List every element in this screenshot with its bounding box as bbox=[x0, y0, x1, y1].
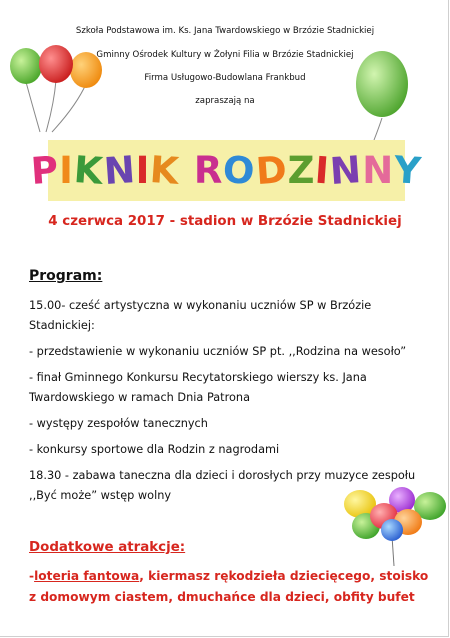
banner-letter: N bbox=[102, 147, 138, 194]
banner-letter: R bbox=[193, 149, 224, 192]
header-line-4: zapraszają na bbox=[195, 96, 255, 106]
program-item: - przedstawienie w wykonaniu uczniów SP pt. ,,Rodzina na wesoło” bbox=[29, 345, 407, 358]
banner-letter: Y bbox=[392, 148, 424, 193]
banner-letter bbox=[179, 149, 196, 193]
banner-letter: N bbox=[328, 147, 364, 194]
header-line-1: Szkoła Podstawowa im. Ks. Jana Twardowskiego w Brzózie Stadnickiej bbox=[75, 26, 375, 36]
program-item: - finał Gminnego Konkursu Recytatorskiego wierszy ks. Jana Twardowskiego w ramach Dnia Patrona bbox=[29, 371, 367, 404]
banner-letter: O bbox=[221, 147, 258, 194]
banner-letter: P bbox=[29, 148, 61, 193]
extras-underlined: loteria fantowa bbox=[34, 569, 140, 583]
header-line-3: Firma Usługowo-Budowlana Frankbud bbox=[144, 73, 306, 83]
banner-letter: I bbox=[313, 148, 332, 193]
program-heading: Program: bbox=[29, 268, 103, 284]
event-date-location: 4 czerwca 2017 - stadion w Brzózie Stadnickiej bbox=[48, 214, 402, 229]
extras-heading: Dodatkowe atrakcje: bbox=[29, 540, 186, 555]
banner-letter: I bbox=[59, 149, 74, 192]
program-item: - konkursy sportowe dla Rodzin z nagrodami bbox=[29, 443, 280, 456]
extras-lead: - bbox=[29, 569, 35, 583]
extras-list bbox=[29, 566, 429, 608]
banner-letter: D bbox=[254, 147, 290, 194]
event-title-banner bbox=[29, 140, 424, 201]
program-item: - występy zespołów tanecznych bbox=[29, 417, 208, 430]
program-item: 15.00- cześć artystyczna w wykonaniu uczniów SP w Brzózie Stadnickiej: bbox=[29, 299, 372, 332]
banner-letter: K bbox=[148, 148, 182, 193]
banner-letter: N bbox=[362, 149, 395, 192]
banner-letter: Z bbox=[287, 149, 316, 192]
header-line-2: Gminny Ośrodek Kultury w Żołyni Filia w Brzózie Stadnickiej bbox=[96, 50, 354, 60]
banner-letter: I bbox=[135, 149, 151, 192]
balloon-right-icon bbox=[350, 50, 414, 140]
extras-rest: , kiermasz rękodzieła dziecięcego, stoisko z domowym ciastem, dmuchańce dla dzieci, obfity bufet bbox=[29, 569, 429, 604]
banner-letter: K bbox=[72, 148, 106, 193]
program-item: 18.30 - zabawa taneczna dla dzieci i dorosłych przy muzyce zespołu ,,Być może” wstęp wolny bbox=[29, 469, 416, 502]
